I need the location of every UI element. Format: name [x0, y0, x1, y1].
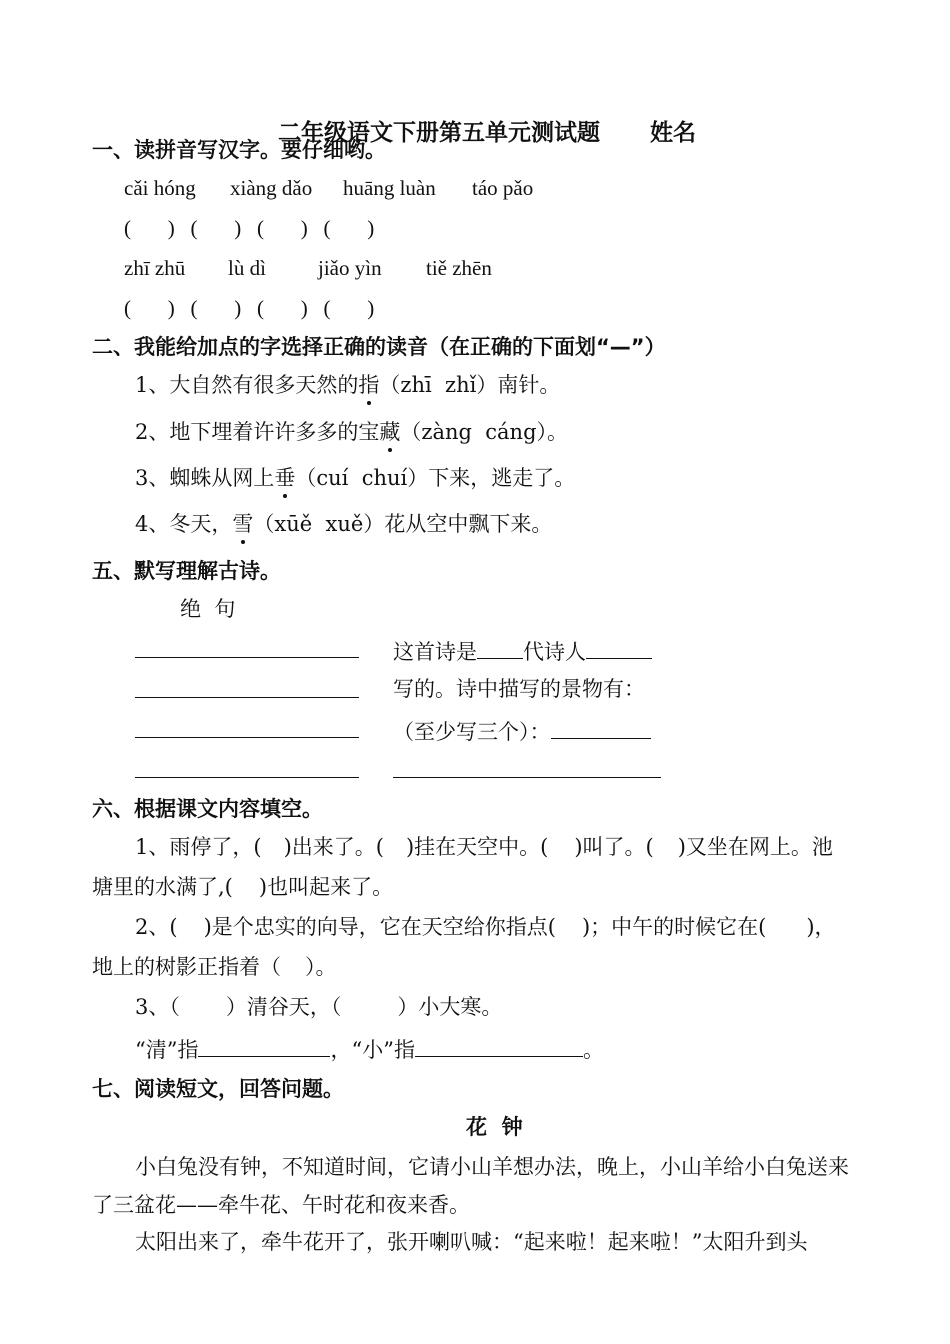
section-2-heading: 二、我能给加点的字选择正确的读音（在正确的下面划“—”）: [92, 335, 666, 359]
reading-question: [135, 511, 552, 537]
dynasty-blank[interactable]: [477, 636, 523, 659]
poem-line-blank[interactable]: [135, 657, 359, 658]
question-options: （cuí chuí）下来，逃走了。: [295, 466, 576, 490]
poem-question-line: 写的。诗中描写的景物有：: [393, 677, 645, 701]
fill-question: [135, 994, 502, 1020]
story-paragraph: 了三盆花——牵牛花、午时花和夜来香。: [92, 1193, 470, 1217]
question-options: （xūě xuě）花从空中飘下来。: [253, 512, 553, 536]
question-text: )是个忠实的向导，它在天空给你指点(: [203, 915, 556, 939]
question-text: 代诗人: [523, 640, 586, 664]
name-label: 姓名: [650, 120, 697, 146]
fill-question: [92, 874, 393, 900]
fill-question: [135, 834, 833, 860]
question-text: )又坐在网上。池: [677, 835, 833, 859]
meaning-blank[interactable]: [415, 1034, 583, 1057]
reading-question: [135, 465, 575, 491]
scenery-blank[interactable]: [551, 716, 651, 739]
fill-question: [135, 914, 836, 940]
answer-brackets: ( ) ( ) ( ) ( ): [124, 216, 375, 240]
answer-brackets: ( ) ( ) ( ) ( ): [124, 296, 375, 320]
pinyin-item: tiě zhēn: [426, 256, 492, 280]
question-text: 1、雨停了，(: [135, 835, 262, 859]
story-paragraph: 小白兔没有钟，不知道时间，它请小山羊想办法，晚上，小山羊给小白兔送来: [135, 1155, 849, 1179]
story-paragraph: 太阳出来了，牵牛花开了，张开喇叭喊：“起来啦！起来啦！”太阳升到头: [135, 1230, 808, 1254]
poem-line-blank[interactable]: [135, 737, 359, 738]
dotted-char: 垂: [274, 466, 296, 490]
story-title: 花 钟: [466, 1115, 523, 1139]
question-text: )也叫起来了。: [258, 875, 394, 899]
scenery-blank-line[interactable]: [393, 777, 661, 778]
section-7-heading: 七、阅读短文，回答问题。: [92, 1077, 344, 1101]
poem-title: 绝 句: [180, 597, 236, 621]
question-options: （zhī zhǐ）南针。: [379, 373, 561, 397]
section-1-heading: 一、读拼音写汉字。要仔细哟。: [92, 138, 386, 162]
title-text: 二年级语文下册第五单元测试题: [278, 120, 601, 146]
fill-question: [135, 1034, 604, 1063]
section-5-heading: 五、默写理解古诗。: [92, 559, 281, 583]
section-6-heading: 六、根据课文内容填空。: [92, 797, 323, 821]
question-text: )挂在天空中。(: [405, 835, 549, 859]
question-text: 4、冬天，: [135, 512, 233, 536]
question-text: ，“小”指: [330, 1038, 415, 1062]
question-text: )出来了。(: [283, 835, 384, 859]
reading-question: [135, 372, 560, 398]
meaning-blank[interactable]: [198, 1034, 330, 1057]
reading-question: [135, 419, 568, 445]
question-text: （至少写三个）：: [393, 720, 551, 744]
question-text: 3、（: [135, 995, 180, 1019]
question-text: ）清谷天，（: [225, 995, 342, 1019]
dotted-char: 雪: [232, 512, 254, 536]
question-text: 2、(: [135, 915, 178, 939]
question-text: 1、大自然有很多天然的: [135, 373, 359, 397]
question-text: )；中午的时候它在(: [581, 915, 767, 939]
pinyin-item: cǎi hóng: [124, 176, 196, 200]
question-text: 。: [582, 1038, 604, 1062]
question-text: )，: [806, 915, 836, 939]
question-text: “清”指: [135, 1038, 199, 1062]
poem-question-line: [393, 716, 651, 745]
poem-line-blank[interactable]: [135, 697, 359, 698]
pinyin-item: táo pǎo: [472, 176, 534, 200]
dotted-char: 藏: [379, 420, 401, 444]
poem-line-blank[interactable]: [135, 777, 359, 778]
question-text: ）小大寒。: [397, 995, 503, 1019]
dotted-char: 指: [358, 373, 380, 397]
question-text: 这首诗是: [393, 640, 477, 664]
question-text: 塘里的水满了,(: [92, 875, 233, 899]
pinyin-item: xiàng dǎo: [230, 176, 313, 200]
pinyin-item: huāng luàn: [343, 176, 436, 200]
question-text: 2、地下埋着许许多多的宝: [135, 420, 380, 444]
question-options: （zàng cáng）。: [400, 420, 569, 444]
pinyin-item: lù dì: [228, 256, 266, 280]
pinyin-item: jiǎo yìn: [318, 256, 382, 280]
poet-blank[interactable]: [586, 636, 652, 659]
fill-question: [92, 954, 337, 980]
question-text: )叫了。(: [574, 835, 654, 859]
pinyin-item: zhī zhū: [124, 256, 186, 280]
question-text: ）。: [305, 955, 337, 979]
question-text: 地上的树影正指着（: [92, 955, 281, 979]
question-text: 3、蜘蛛从网上: [135, 466, 275, 490]
poem-question-line: [393, 636, 652, 665]
